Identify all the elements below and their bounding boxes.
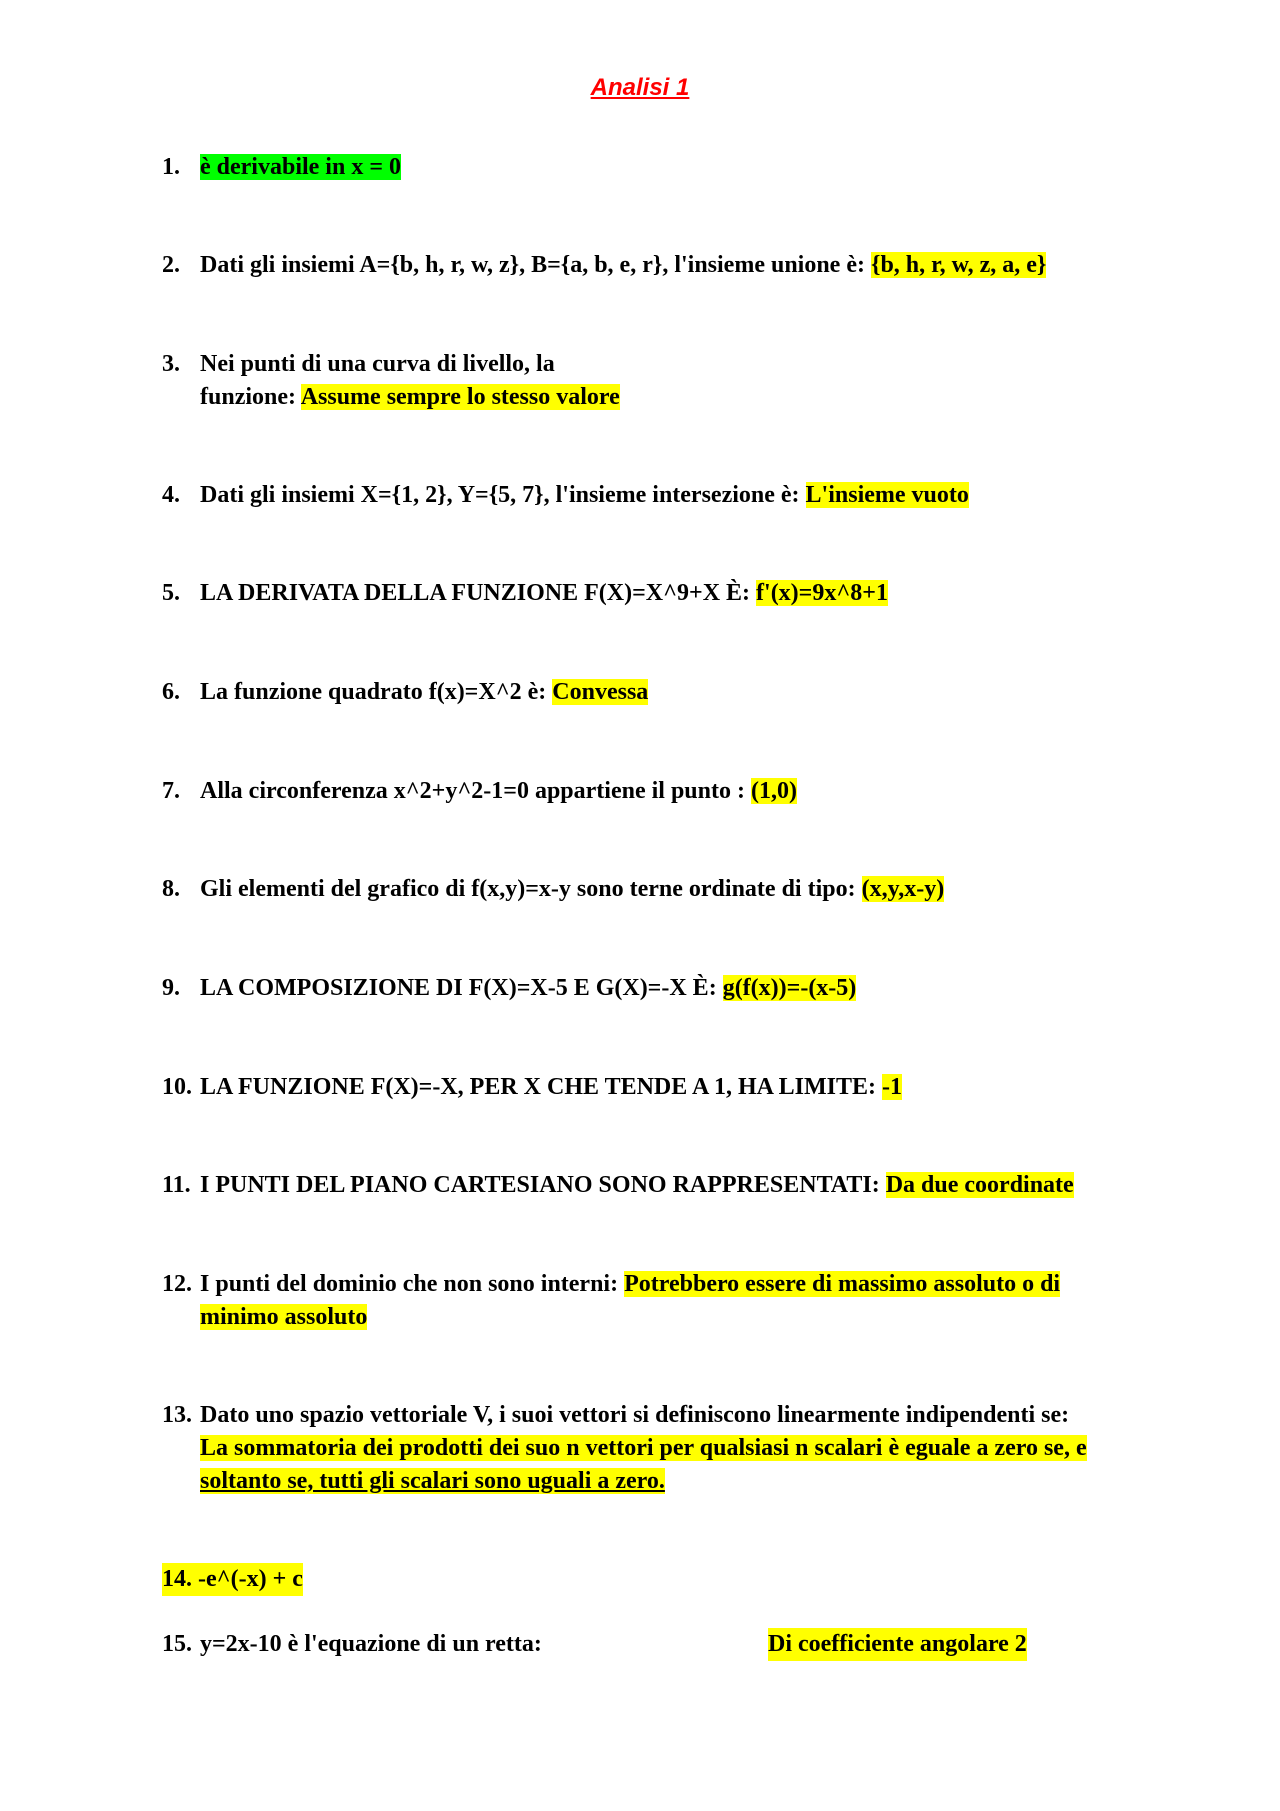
list-item: [162, 348, 1192, 414]
answer-text: -e^(-x) + c: [198, 1566, 303, 1592]
answer-highlight: Di coefficiente angolare 2: [768, 1628, 1027, 1661]
list-item: [162, 775, 1192, 808]
question-text: Dato uno spazio vettoriale V, i suoi vettori si definiscono linearmente indipendenti se:: [200, 1402, 1070, 1428]
answer-highlight: minimo assoluto: [200, 1304, 368, 1330]
answer-highlight: (x,y,x-y): [861, 876, 945, 902]
question-text: I punti del dominio che non sono interni:: [200, 1271, 625, 1297]
item-number: 5.: [162, 580, 180, 606]
item-number: 9.: [162, 975, 180, 1001]
answer-highlight: La sommatoria dei prodotti dei suo n vettori per qualsiasi n scalari è eguale a zero se, e: [200, 1435, 1087, 1461]
answer-highlight: g(f(x))=-(x-5): [722, 975, 857, 1001]
question-text: Nei punti di una curva di livello, la: [200, 351, 555, 377]
answer-highlight: (1,0): [750, 778, 797, 804]
item-number: 7.: [162, 778, 180, 804]
question-text: LA COMPOSIZIONE DI F(X)=X-5 E G(X)=-X È:: [200, 975, 723, 1001]
answer-highlight: f'(x)=9x^8+1: [756, 580, 888, 606]
list-item: [162, 1071, 1192, 1104]
list-item: [162, 1628, 1192, 1661]
question-text: Dati gli insiemi X={1, 2}, Y={5, 7}, l'insieme intersezione è:: [200, 482, 806, 508]
question-text: Dati gli insiemi A={b, h, r, w, z}, B={a, b, e, r}, l'insieme unione è:: [200, 252, 871, 278]
item-number: 4.: [162, 482, 180, 508]
answer-highlight: Potrebbero essere di massimo assoluto o di: [624, 1271, 1061, 1297]
item-number: 1.: [162, 154, 180, 180]
list-item: [162, 479, 1192, 512]
question-text: LA FUNZIONE F(X)=-X, PER X CHE TENDE A 1, HA LIMITE:: [200, 1074, 882, 1100]
list-item: [162, 577, 1192, 610]
question-text: La funzione quadrato f(x)=X^2 è:: [200, 679, 553, 705]
list-item: [162, 249, 1192, 282]
list-item: [162, 1563, 1192, 1596]
list-item: [162, 873, 1192, 906]
answer-highlight: L'insieme vuoto: [805, 482, 969, 508]
list-item: [162, 676, 1192, 709]
answer-highlight: -1: [881, 1074, 902, 1100]
answer-highlight: Convessa: [552, 679, 649, 705]
question-text: LA DERIVATA DELLA FUNZIONE F(X)=X^9+X È:: [200, 580, 757, 606]
item-number: 10.: [162, 1074, 192, 1100]
answer-highlight: {b, h, r, w, z, a, e}: [870, 252, 1047, 278]
answer-highlight: è derivabile in x = 0: [200, 154, 401, 180]
item-number: 13.: [162, 1402, 192, 1428]
list-item: [162, 1399, 1192, 1498]
answer-highlight: Da due coordinate: [885, 1172, 1074, 1198]
answer-highlight: soltanto se, tutti gli scalari sono uguali a zero.: [200, 1468, 665, 1494]
question-text: y=2x-10 è l'equazione di un retta:: [200, 1631, 542, 1657]
list-item: [162, 1268, 1192, 1334]
item-number: 8.: [162, 876, 180, 902]
answer-highlight: [162, 1563, 303, 1596]
list-item: [162, 151, 1192, 184]
item-number: 3.: [162, 351, 180, 377]
item-number: 15.: [162, 1631, 192, 1657]
answer-highlight: Assume sempre lo stesso valore: [300, 384, 620, 410]
item-number: 14.: [162, 1566, 192, 1592]
list-item: [162, 972, 1192, 1005]
question-text: I PUNTI DEL PIANO CARTESIANO SONO RAPPRESENTATI:: [200, 1172, 886, 1198]
list-item: [162, 1169, 1192, 1202]
item-number: 12.: [162, 1271, 192, 1297]
question-text: funzione:: [200, 384, 301, 410]
item-number: 11.: [162, 1172, 191, 1198]
item-number: 6.: [162, 679, 180, 705]
item-number: 2.: [162, 252, 180, 278]
question-text: Gli elementi del grafico di f(x,y)=x-y sono terne ordinate di tipo:: [200, 876, 862, 902]
document-title: Analisi 1: [590, 74, 690, 101]
question-text: Alla circonferenza x^2+y^2-1=0 appartiene il punto :: [200, 778, 751, 804]
